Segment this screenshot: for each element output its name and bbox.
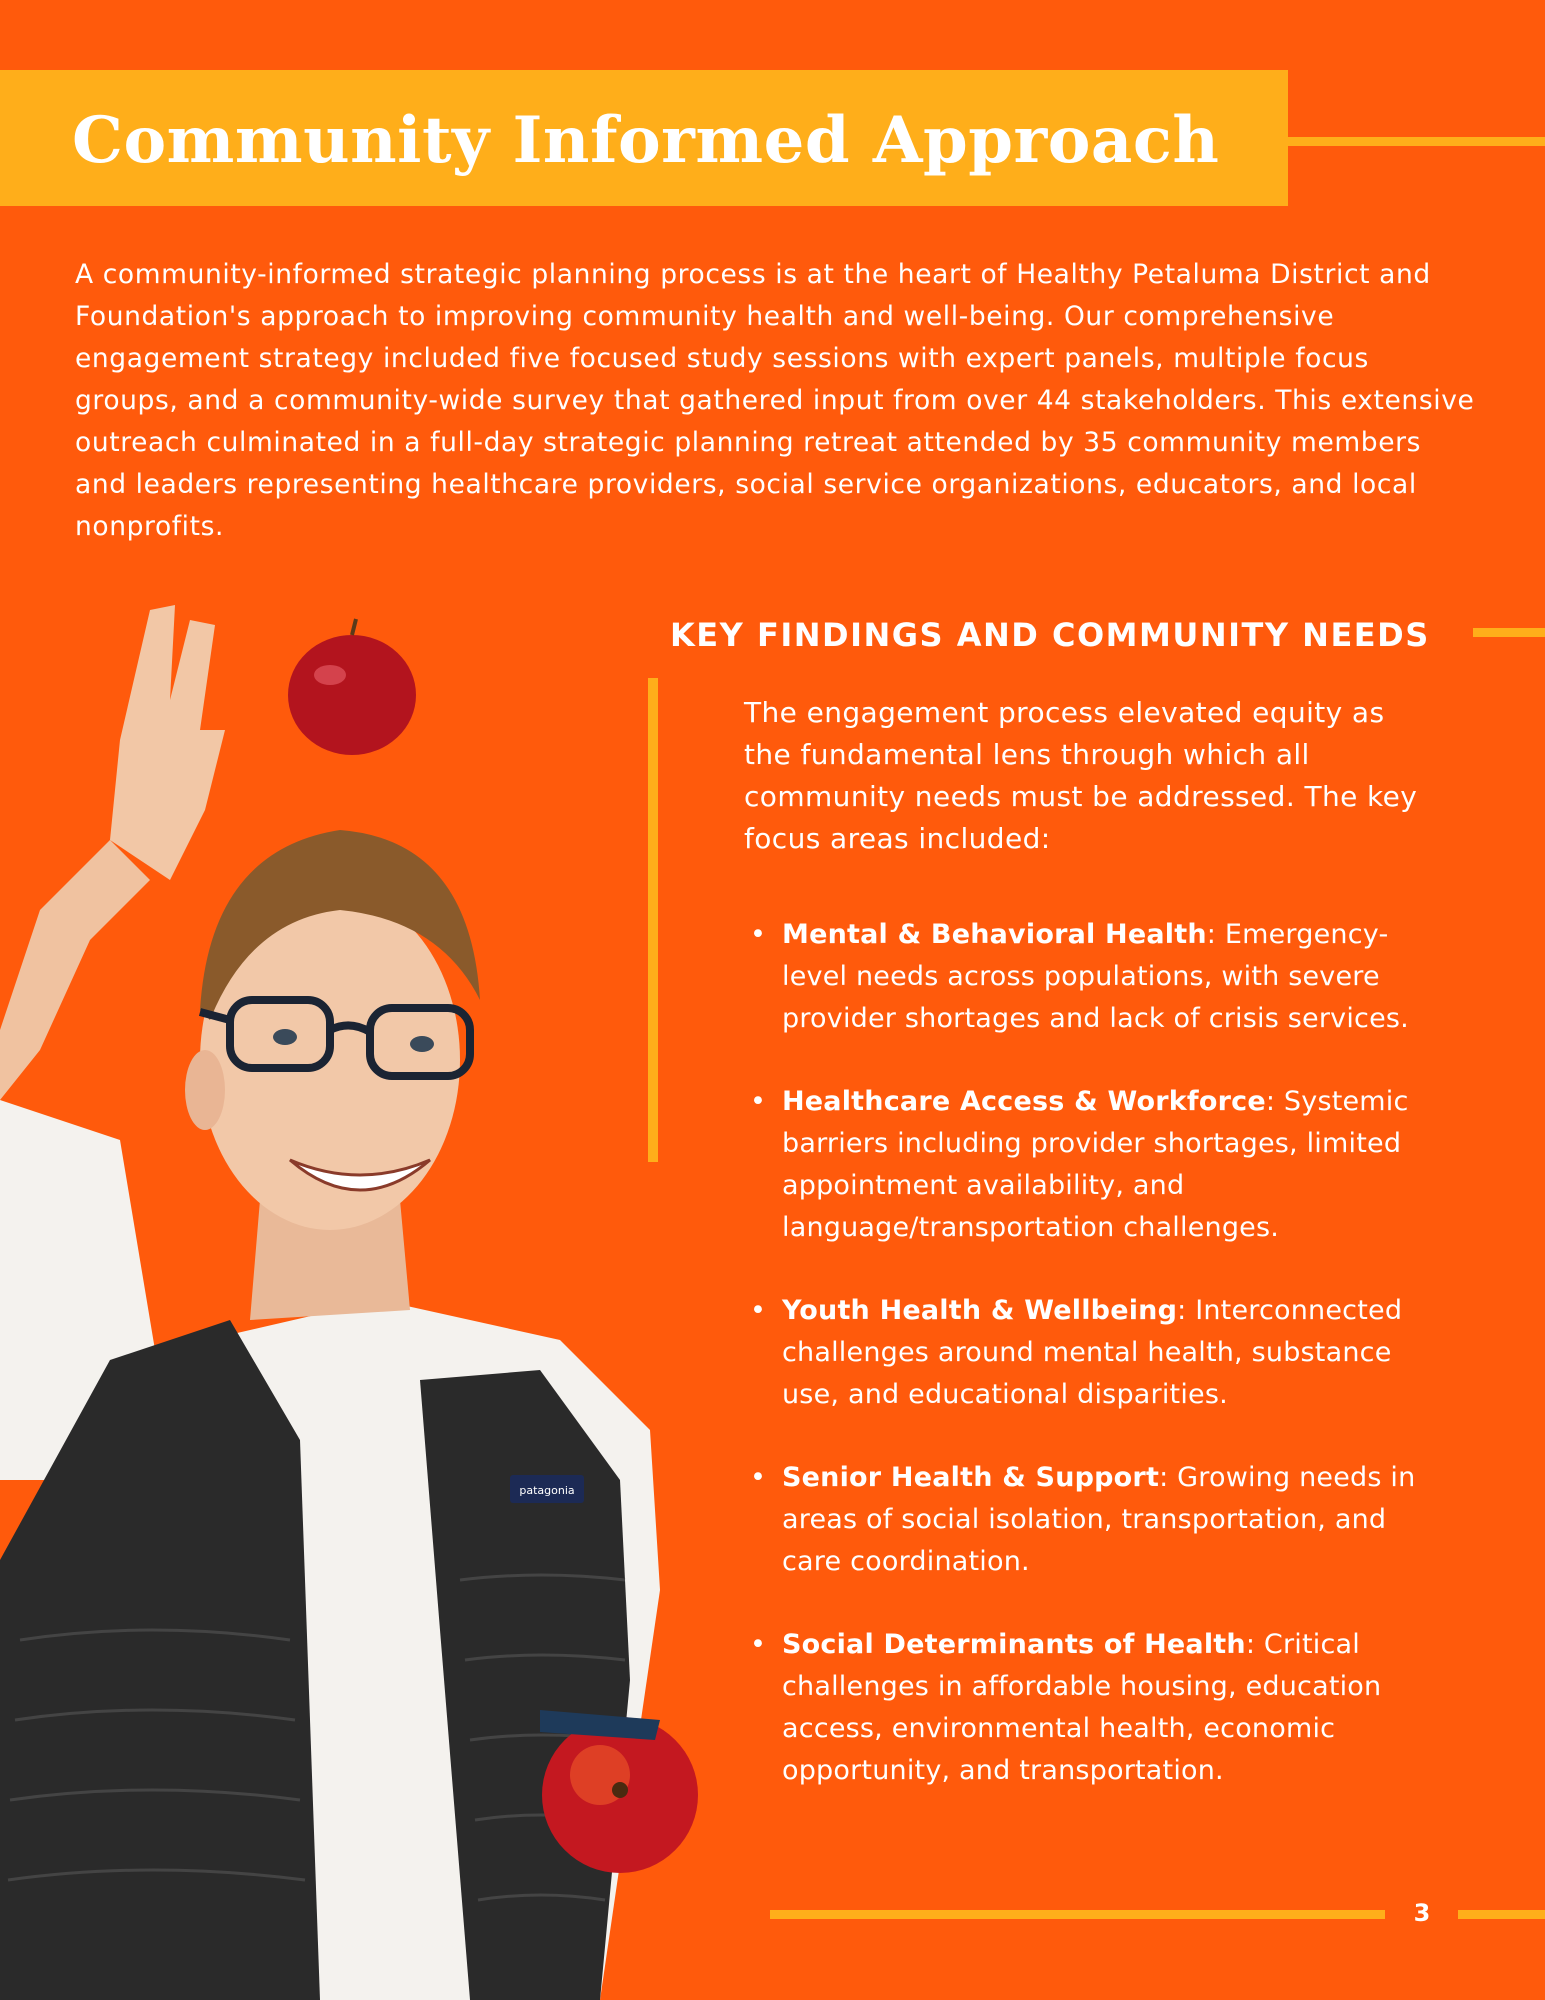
list-item-title: Senior Health & Support <box>782 1462 1160 1493</box>
title-rule <box>1288 137 1545 146</box>
list-item-title: Mental & Behavioral Health <box>782 919 1207 950</box>
svg-text:patagonia: patagonia <box>519 1484 575 1497</box>
key-findings-heading: KEY FINDINGS AND COMMUNITY NEEDS <box>670 616 1430 654</box>
list-item-text: : Critical challenges in affordable housing, education access, environmental health, economic opportunity, and transportation. <box>782 1629 1382 1786</box>
list-item-title: Social Determinants of Health <box>782 1629 1246 1660</box>
raised-hand <box>110 605 225 880</box>
list-item <box>744 1624 1444 1792</box>
list-item <box>744 1290 1444 1416</box>
page-number: 3 <box>1413 1899 1431 1927</box>
intro-paragraph: A community-informed strategic planning process is at the heart of Healthy Petaluma District and Foundation's approach to improving community health and well-being. Our comprehensive engagement strategy included five focused study sessions with expert panels, multiple focus groups, and a community-wide survey that gathered input from over 44 stakeholders. This extensive outreach culminated in a full-day strategic planning retreat attended by 35 community members and leaders representing healthcare providers, social service organizations, educators, and local nonprofits. <box>75 259 1475 542</box>
list-item-title: Healthcare Access & Workforce <box>782 1086 1266 1117</box>
list-item <box>744 1081 1444 1249</box>
vertical-accent-bar <box>648 678 658 1162</box>
key-findings-intro: The engagement process elevated equity as the fundamental lens through which all community needs must be addressed. The key focus areas included: <box>744 696 1418 855</box>
list-item-text: : Systemic barriers including provider shortages, limited appointment availability, and language/transportation challenges. <box>782 1086 1409 1243</box>
list-item-text: : Interconnected challenges around mental health, substance use, and educational disparities. <box>782 1295 1403 1410</box>
key-findings-rule <box>1473 628 1545 637</box>
list-item <box>744 1457 1444 1583</box>
footer-rule-left <box>770 1910 1385 1919</box>
footer-rule-right <box>1458 1910 1545 1919</box>
page-title: Community Informed Approach <box>72 103 1220 178</box>
apple-on-head <box>288 635 416 755</box>
list-item-text: : Growing needs in areas of social isolation, transportation, and care coordination. <box>782 1462 1416 1577</box>
man-with-apples-photo <box>0 580 760 2000</box>
list-item-title: Youth Health & Wellbeing <box>782 1295 1178 1326</box>
focus-areas-list <box>744 914 1444 1833</box>
list-item-text: : Emergency-level needs across populations, with severe provider shortages and lack of crisis services. <box>782 919 1409 1034</box>
list-item <box>744 914 1444 1040</box>
